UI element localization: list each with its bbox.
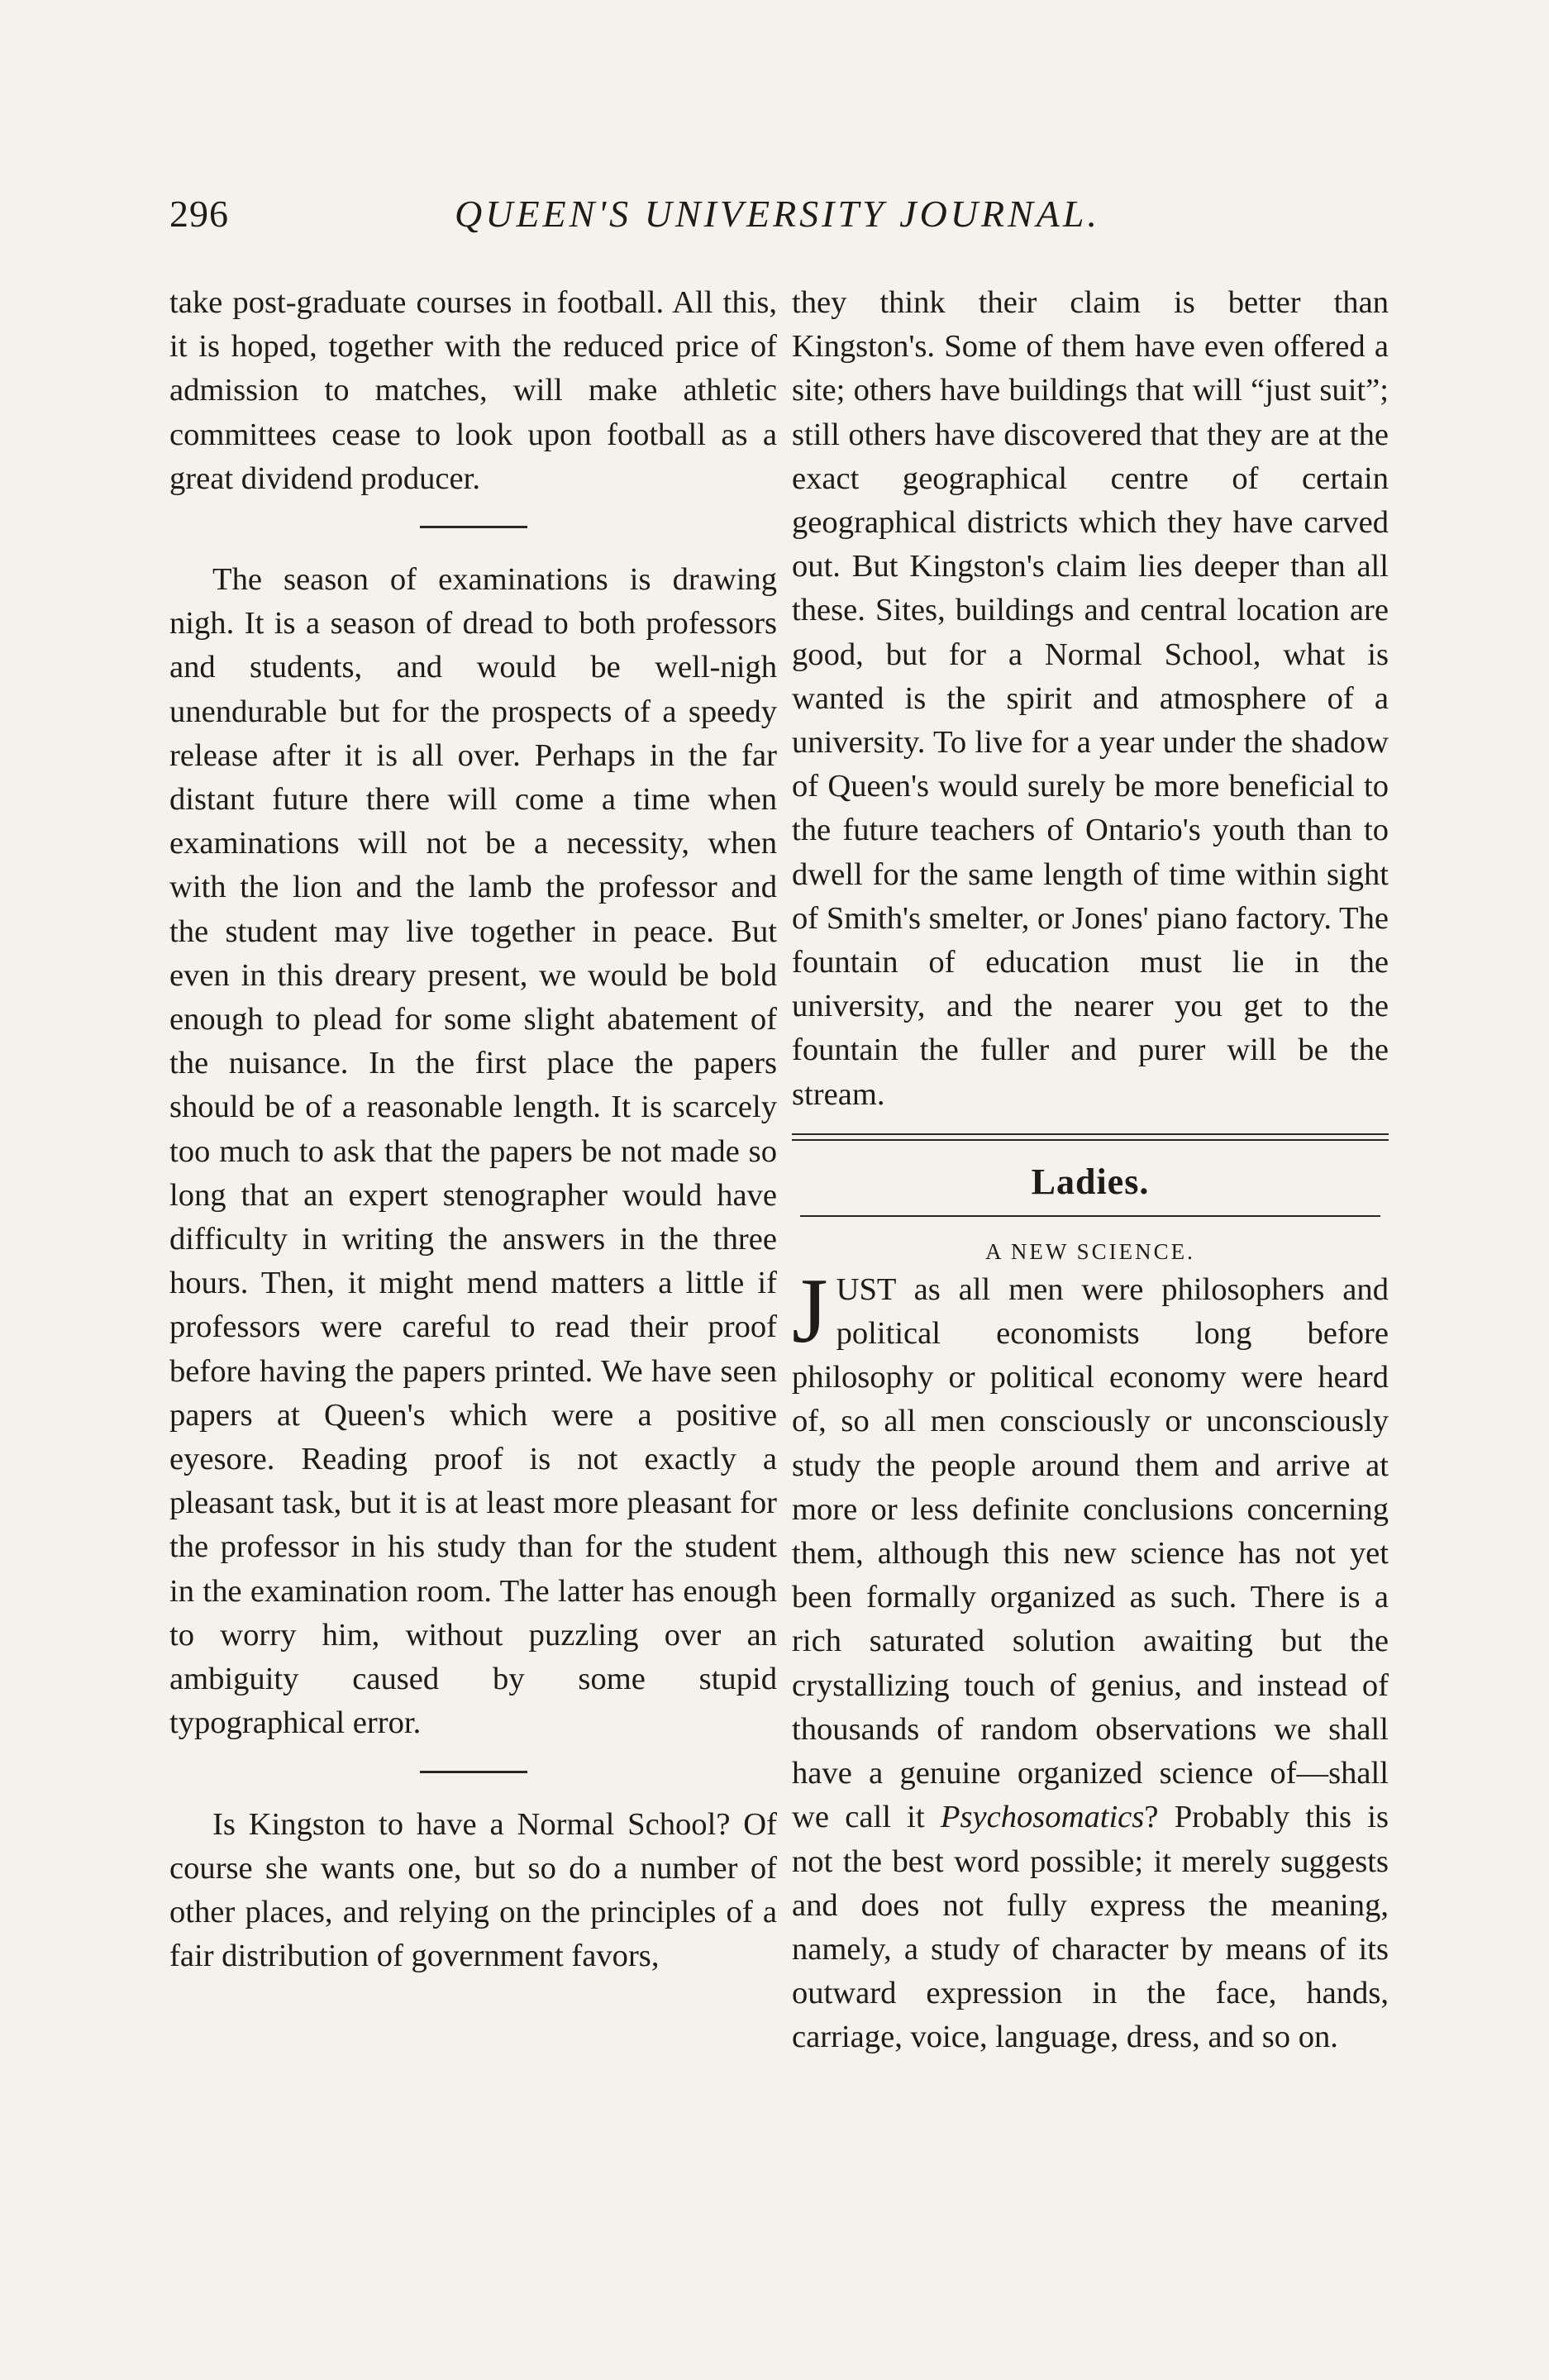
right-column	[792, 281, 1389, 2060]
new-science-paragraph	[792, 1259, 1389, 2060]
section-divider	[420, 1771, 527, 1773]
page-header	[169, 192, 1376, 250]
running-title: QUEEN'S UNIVERSITY JOURNAL.	[455, 193, 1100, 235]
section-divider	[420, 526, 527, 528]
page-number: 296	[169, 193, 229, 235]
new-science-text-end: ? Probably this is not the best word possible; it merely suggests and does not fully express the meaning, namely, a study of character by means of its outward expression in the face, hands, carriage, voice, language, dress, and so on.	[792, 1800, 1389, 2055]
section-heading-ladies: Ladies.	[1031, 1161, 1150, 1202]
double-rule	[792, 1133, 1389, 1141]
examinations-paragraph: The season of examinations is drawing nigh. It is a season of dread to both professors and students, and would be well-nigh unendurable but for the prospects of a speedy release after it is all over. Perhaps in the far distant future there will come a time when examinations will not be a necessity, when with the lion and the lamb the professor and the student may live together in peace. But even in this dreary present, we would be bold enough to plead for some slight abatement of the nuisance. In the first place the papers should be of a reasonable length. It is scarcely too much to ask that the papers be not made so long that an expert stenographer would have difficulty in writing the answers in the three hours. Then, it might mend matters a little if professors were careful to read their proof before having the papers printed. We have seen papers at Queen's which were a positive eyesore. Reading proof is not exactly a pleasant task, but it is at least more pleasant for the professor in his study than for the student in the examination room. The latter has enough to worry him, without puzzling over an ambiguity caused by some stupid typographical error.	[169, 562, 777, 1741]
new-science-text-start: UST as all men were philosophers and political economists long before philosophy or political economy were heard of, so all men consciously or unconsciously study the people around them and arrive at more or less definite conclusions concerning them, although this new science has not yet been formally organized as such. There is a rich saturated solution awaiting but the crystallizing touch of genius, and instead of thousands of random observations we shall have a genuine organized science of—shall we call it	[792, 1271, 1389, 1835]
football-paragraph: take post-graduate courses in football. All this, it is hoped, together with the reduced price of admission to matches, will make athletic committees cease to look upon football as a great dividend producer.	[169, 285, 777, 496]
article-title: A NEW SCIENCE.	[985, 1238, 1195, 1264]
psychosomatics-term: Psychosomatics	[940, 1800, 1145, 1835]
normal-school-paragraph: Is Kingston to have a Normal School? Of course she wants one, but so do a number of other places, and relying on the principles of a fair distribution of government favors,	[169, 1806, 777, 1974]
left-column	[169, 281, 777, 1978]
drop-cap: J	[792, 1259, 828, 1362]
normal-school-continued: they think their claim is better than Kingston's. Some of them have even offered a site; others have buildings that will “just suit”; still others have discovered that they are at the exact geographical centre of certain geographical districts which they have carved out. But Kingston's claim lies deeper than all these. Sites, buildings and central location are good, but for a Normal School, what is wanted is the spirit and atmosphere of a university. To live for a year under the shadow of Queen's would surely be more beneficial to the future teachers of Ontario's youth than to dwell for the same length of time within sight of Smith's smelter, or Jones' piano factory. The fountain of education must lie in the university, and the nearer you get to the fountain the fuller and purer will be the stream.	[792, 285, 1389, 1112]
heading-rule	[800, 1215, 1380, 1217]
